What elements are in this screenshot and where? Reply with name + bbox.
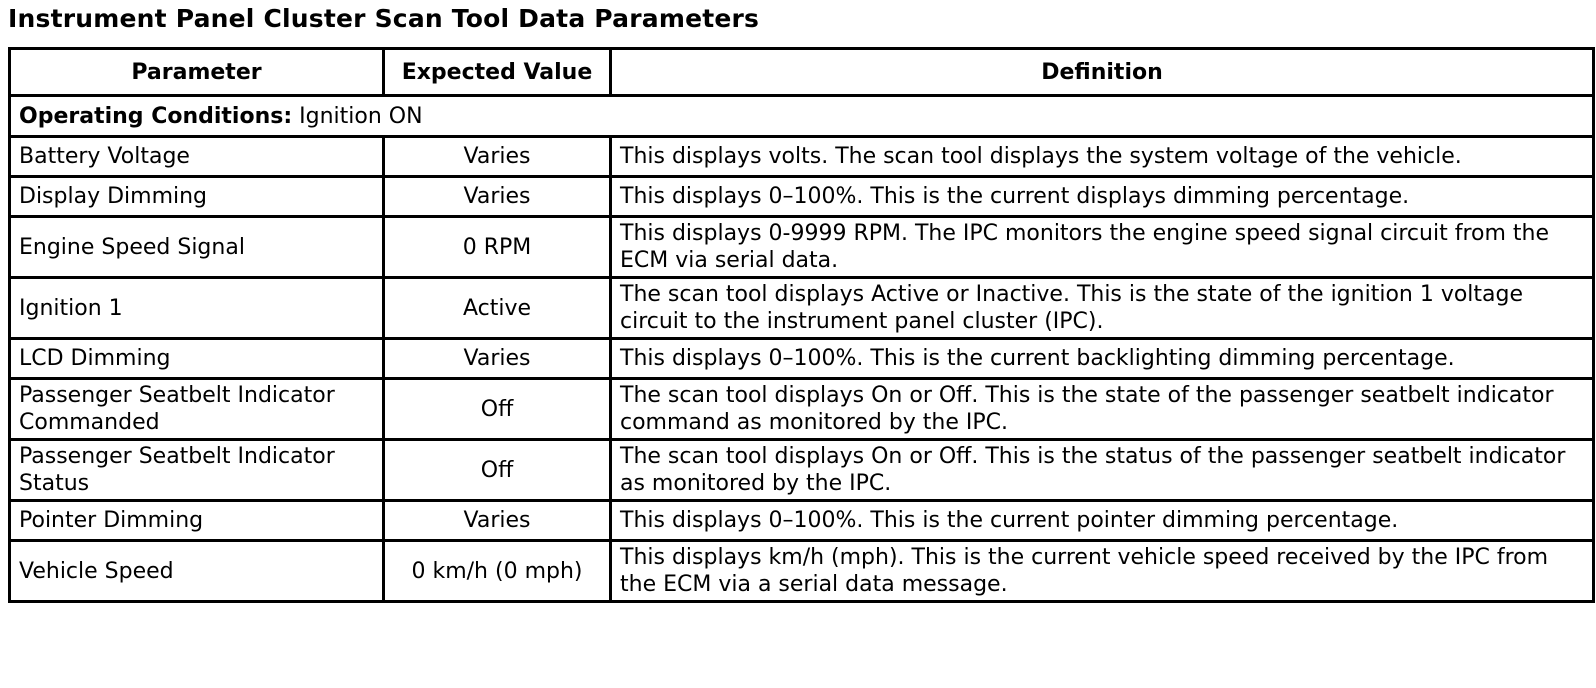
expected-value-cell: 0 km/h (0 mph) [384,541,611,602]
expected-value-cell: 0 RPM [384,217,611,278]
parameter-cell: Passenger Seatbelt Indicator Commanded [10,379,384,440]
operating-conditions-value: Ignition ON [299,103,423,129]
header-expected-value: Expected Value [384,49,611,96]
table-row [10,339,1594,379]
definition-cell: This displays 0–100%. This is the current displays dimming percentage. [611,177,1594,217]
parameter-cell: Display Dimming [10,177,384,217]
table-row [10,278,1594,339]
definition-cell: The scan tool displays On or Off. This is the state of the passenger seatbelt indicator command as monitored by the IPC. [611,379,1594,440]
definition-cell: This displays 0–100%. This is the current backlighting dimming percentage. [611,339,1594,379]
page-title: Instrument Panel Cluster Scan Tool Data Parameters [8,4,760,33]
scan-tool-parameters-table [8,47,1595,603]
parameter-cell: Ignition 1 [10,278,384,339]
parameter-cell: Battery Voltage [10,137,384,177]
expected-value-cell: Varies [384,137,611,177]
table-row [10,501,1594,541]
table-row [10,177,1594,217]
table-row [10,217,1594,278]
expected-value-cell: Varies [384,177,611,217]
expected-value-cell: Varies [384,501,611,541]
definition-cell: This displays km/h (mph). This is the current vehicle speed received by the IPC from the ECM via a serial data message. [611,541,1594,602]
definition-cell: The scan tool displays On or Off. This is the status of the passenger seatbelt indicator as monitored by the IPC. [611,440,1594,501]
operating-conditions-cell [10,96,1594,137]
expected-value-cell: Off [384,379,611,440]
expected-value-cell: Active [384,278,611,339]
parameter-cell: LCD Dimming [10,339,384,379]
table-row [10,440,1594,501]
header-parameter: Parameter [10,49,384,96]
table-row [10,379,1594,440]
parameter-cell: Pointer Dimming [10,501,384,541]
definition-cell: The scan tool displays Active or Inactive. This is the state of the ignition 1 voltage circuit to the instrument panel cluster (IPC). [611,278,1594,339]
parameter-cell: Vehicle Speed [10,541,384,602]
definition-cell: This displays volts. The scan tool displays the system voltage of the vehicle. [611,137,1594,177]
expected-value-cell: Off [384,440,611,501]
parameter-cell: Engine Speed Signal [10,217,384,278]
operating-conditions-label: Operating Conditions: [19,103,293,129]
parameter-cell: Passenger Seatbelt Indicator Status [10,440,384,501]
operating-conditions-row [10,96,1594,137]
table-header-row [10,49,1594,96]
definition-cell: This displays 0–100%. This is the current pointer dimming percentage. [611,501,1594,541]
expected-value-cell: Varies [384,339,611,379]
table-row [10,541,1594,602]
table-row [10,137,1594,177]
header-definition: Definition [611,49,1594,96]
definition-cell: This displays 0-9999 RPM. The IPC monitors the engine speed signal circuit from the ECM via serial data. [611,217,1594,278]
